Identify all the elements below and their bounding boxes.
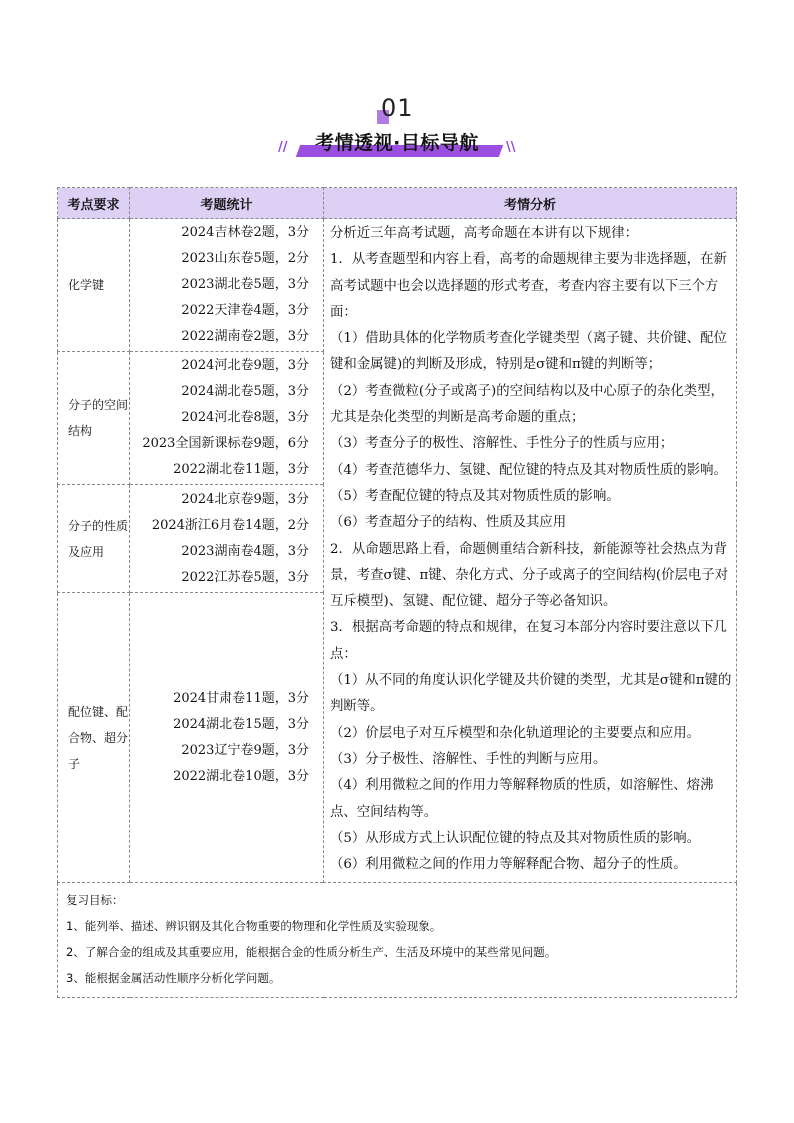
- analysis-paragraph: 分析近三年高考试题，高考命题在本讲有以下规律：: [330, 226, 638, 241]
- analysis-paragraph: （2）考查微粒(分子或离子)的空间结构以及中心原子的杂化类型，尤其是杂化类型的判断是高考命题的重点；: [330, 383, 724, 426]
- goals-cell: [58, 883, 737, 998]
- stat-line: 2023湖北卷5题，3分: [181, 276, 309, 292]
- stat-line: 2024河北卷8题，3分: [181, 409, 309, 425]
- section-number: 01: [381, 94, 414, 122]
- stat-line: 2024河北卷9题，3分: [181, 357, 309, 373]
- goal-item: 3、能根据金属活动性顺序分析化学问题。: [66, 971, 281, 986]
- analysis-paragraph: 1．从考查题型和内容上看，高考的命题规律主要为非选择题，在新高考试题中也会以选择题的形式考查，考查内容主要有以下三个方面：: [330, 252, 727, 320]
- analysis-paragraph: （4）利用微粒之间的作用力等解释物质的性质，如溶解性、熔沸点、空间结构等。: [330, 778, 714, 820]
- analysis-paragraph: 3．根据高考命题的特点和规律，在复习本部分内容时要注意以下几点：: [330, 620, 727, 662]
- stat-line: 2024浙江6月卷14题，2分: [151, 517, 309, 533]
- stat-line: 2023全国新课标卷9题，6分: [142, 435, 309, 451]
- goals-heading: 复习目标：: [66, 893, 124, 908]
- point-cell: 配位键、配合物、超分子: [58, 593, 130, 883]
- goals-row: [58, 883, 737, 998]
- analysis-paragraph: 2．从命题思路上看，命题侧重结合新科技，新能源等社会热点为背景，考查σ键、π键、杂化方式、分子或离子的空间结构(价层电子对互斥模型)、氢键、配位键、超分子等必备知识。: [330, 541, 729, 610]
- stat-line: 2024甘肃卷11题，3分: [173, 690, 309, 706]
- stat-line: 2022天津卷4题，3分: [181, 302, 309, 318]
- analysis-paragraph: （6）考查超分子的结构、性质及其应用: [330, 515, 567, 531]
- stat-line: 2023山东卷5题，2分: [181, 250, 309, 266]
- analysis-paragraph: （5）考查配位键的特点及其对物质性质的影响。: [330, 488, 620, 504]
- point-cell: 分子的性质及应用: [58, 484, 130, 593]
- goal-item: 2、了解合金的组成及其重要应用，能根据合金的性质分析生产、生活及环境中的某些常见问题。: [66, 945, 557, 960]
- left-slash-decoration: //: [278, 140, 288, 155]
- stat-line: 2024湖北卷15题，3分: [173, 716, 309, 732]
- point-cell: 分子的空间结构: [58, 351, 130, 484]
- analysis-paragraph: （3）考查分子的极性、溶解性、手性分子的性质与应用；: [330, 436, 674, 452]
- stat-line: 2023湖南卷4题，3分: [181, 543, 309, 559]
- stat-line: 2022湖北卷10题，3分: [173, 768, 309, 784]
- column-header-point: 考点要求: [58, 188, 130, 219]
- analysis-cell: [324, 219, 737, 883]
- analysis-paragraph: （5）从形成方式上认识配位键的特点及其对物质性质的影响。: [330, 830, 701, 846]
- table-header-row: [58, 188, 737, 219]
- stat-line: 2024湖北卷5题，3分: [181, 383, 309, 399]
- analysis-paragraph: （1）从不同的角度认识化学键及共价键的类型，尤其是σ键和π键的判断等。: [330, 673, 732, 715]
- column-header-stats: 考题统计: [130, 188, 324, 219]
- analysis-paragraph: （1）借助具体的化学物质考查化学键类型（离子键、共价键、配位键和金属键)的判断及形成，特别是σ键和π键的判断等；: [330, 331, 727, 373]
- analysis-paragraph: （2）价层电子对互斥模型和杂化轨道理论的主要要点和应用。: [330, 725, 701, 741]
- stat-line: 2022湖北卷11题，3分: [173, 461, 309, 477]
- column-header-analysis: 考情分析: [324, 188, 737, 219]
- right-slash-decoration: \\: [506, 140, 516, 155]
- stats-cell: [130, 351, 324, 484]
- goal-item: 1、能列举、描述、辨识钢及其化合物重要的物理和化学性质及实验现象。: [66, 919, 442, 934]
- stat-line: 2024吉林卷2题，3分: [181, 224, 309, 240]
- stats-cell: [130, 219, 324, 352]
- page-title: 考情透视·目标导航: [315, 132, 479, 154]
- exam-analysis-table: [57, 187, 737, 998]
- analysis-paragraph: （6）利用微粒之间的作用力等解释配合物、超分子的性质。: [330, 857, 687, 873]
- analysis-paragraph: （4）考查范德华力、氢键、配位键的特点及其对物质性质的影响。: [330, 462, 727, 478]
- point-cell: 化学键: [58, 219, 130, 352]
- stat-line: 2024北京卷9题，3分: [181, 491, 309, 507]
- analysis-paragraph: （3）分子极性、溶解性、手性的判断与应用。: [330, 751, 607, 767]
- stat-line: 2022湖南卷2题，3分: [181, 328, 309, 344]
- table-row: [58, 219, 737, 352]
- stats-cell: [130, 484, 324, 593]
- stat-line: 2022江苏卷5题，3分: [181, 569, 309, 585]
- stats-cell: [130, 593, 324, 883]
- stat-line: 2023辽宁卷9题，3分: [181, 742, 309, 758]
